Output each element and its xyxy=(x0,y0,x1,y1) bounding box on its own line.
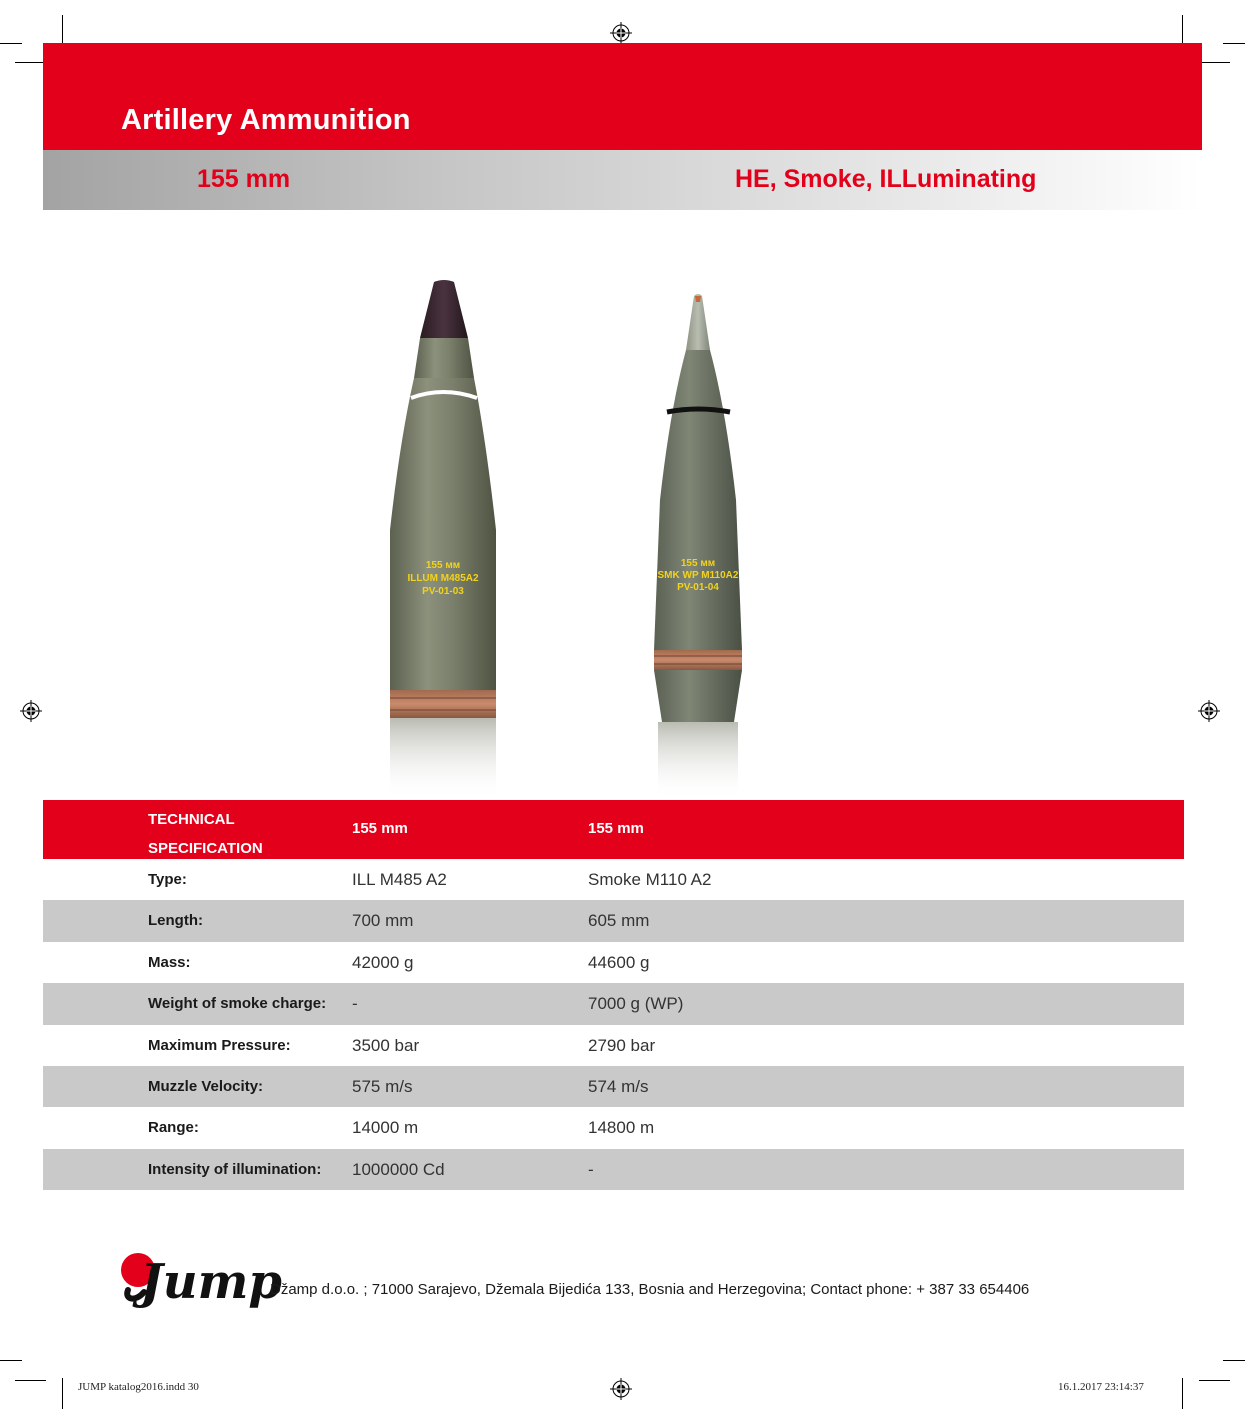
spec-table xyxy=(43,800,1184,1190)
row-label: Weight of smoke charge: xyxy=(148,995,327,1013)
row-value-col1: 14000 m xyxy=(352,1118,419,1138)
crop-mark xyxy=(1223,43,1245,44)
row-value-col2: 44600 g xyxy=(588,952,650,972)
table-row xyxy=(43,859,1184,900)
crop-mark xyxy=(1199,62,1230,63)
table-row xyxy=(43,1025,1184,1066)
row-value-col1: 575 m/s xyxy=(352,1076,413,1096)
table-row xyxy=(43,983,1184,1024)
row-value-col2: Smoke M110 A2 xyxy=(588,870,712,889)
company-address: Džamp d.o.o. ; 71000 Sarajevo, Džemala Bijedića 133, Bosnia and Herzegovina; Contact phone: + 387 33 654406 xyxy=(270,1281,1030,1298)
row-value-col1: 42000 g xyxy=(352,952,414,972)
crop-mark xyxy=(1182,15,1183,46)
row-label: Mass: xyxy=(148,953,191,971)
table-row xyxy=(43,942,1184,983)
spec-header-col2: 155 mm xyxy=(588,820,644,837)
spec-header-col1: 155 mm xyxy=(352,820,408,837)
shell-marking: 155 мм xyxy=(425,560,461,571)
jump-logo-icon xyxy=(118,1240,282,1316)
shell-marking: PV-01-04 xyxy=(677,582,719,593)
row-value-col1: 700 mm xyxy=(352,911,414,931)
crop-mark xyxy=(0,43,22,44)
shell-marking: 155 мм xyxy=(680,558,716,569)
crop-mark xyxy=(0,1360,22,1361)
row-label: Range: xyxy=(148,1119,199,1137)
row-value-col1: 1000000 Cd xyxy=(352,1159,445,1179)
print-slug-file: JUMP katalog2016.indd 30 xyxy=(78,1381,199,1393)
crop-mark xyxy=(1182,1378,1183,1409)
table-row xyxy=(43,900,1184,941)
caliber-label: 155 mm xyxy=(197,165,291,193)
row-value-col2: 574 m/s xyxy=(588,1076,649,1096)
row-value-col1: ILL M485 A2 xyxy=(352,870,447,889)
page-title: Artillery Ammunition xyxy=(121,104,411,136)
shell-marking: SMK WP M110A2 xyxy=(657,570,739,581)
table-row xyxy=(43,1149,1184,1190)
row-value-col2: 605 mm xyxy=(588,911,650,931)
row-label: Length: xyxy=(148,912,203,930)
registration-mark-icon xyxy=(1198,700,1220,722)
row-value-col2: 14800 m xyxy=(588,1118,655,1138)
registration-mark-icon xyxy=(610,1378,632,1400)
registration-mark-icon xyxy=(20,700,42,722)
row-label: Muzzle Velocity: xyxy=(148,1077,264,1095)
table-row xyxy=(43,1107,1184,1148)
crop-mark xyxy=(1223,1360,1245,1361)
row-label: Intensity of illumination: xyxy=(148,1160,322,1178)
spec-header-label: TECHNICAL SPECIFICATION xyxy=(148,811,263,857)
crop-mark xyxy=(1199,1380,1230,1381)
registration-mark-icon xyxy=(610,22,632,44)
crop-mark xyxy=(62,15,63,46)
artillery-shells-image xyxy=(370,270,810,800)
crop-mark xyxy=(62,1378,63,1409)
row-value-col2: 2790 bar xyxy=(588,1035,656,1055)
spec-table-header xyxy=(43,800,1184,859)
row-value-col2: - xyxy=(588,1159,594,1179)
table-row xyxy=(43,1066,1184,1107)
row-label: Type: xyxy=(148,871,187,888)
ammo-types-label: HE, Smoke, ILLuminating xyxy=(735,165,1037,193)
shell-marking: ILLUM M485A2 xyxy=(407,573,479,584)
shell-marking: PV-01-03 xyxy=(422,586,464,597)
crop-mark xyxy=(15,62,46,63)
row-value-col1: 3500 bar xyxy=(352,1035,420,1055)
row-value-col1: - xyxy=(352,994,358,1014)
row-value-col2: 7000 g (WP) xyxy=(588,994,684,1014)
logo-wordmark: Jump xyxy=(140,1254,282,1310)
crop-mark xyxy=(15,1380,46,1381)
print-slug-timestamp: 16.1.2017 23:14:37 xyxy=(1058,1381,1144,1393)
row-label: Maximum Pressure: xyxy=(148,1036,291,1054)
